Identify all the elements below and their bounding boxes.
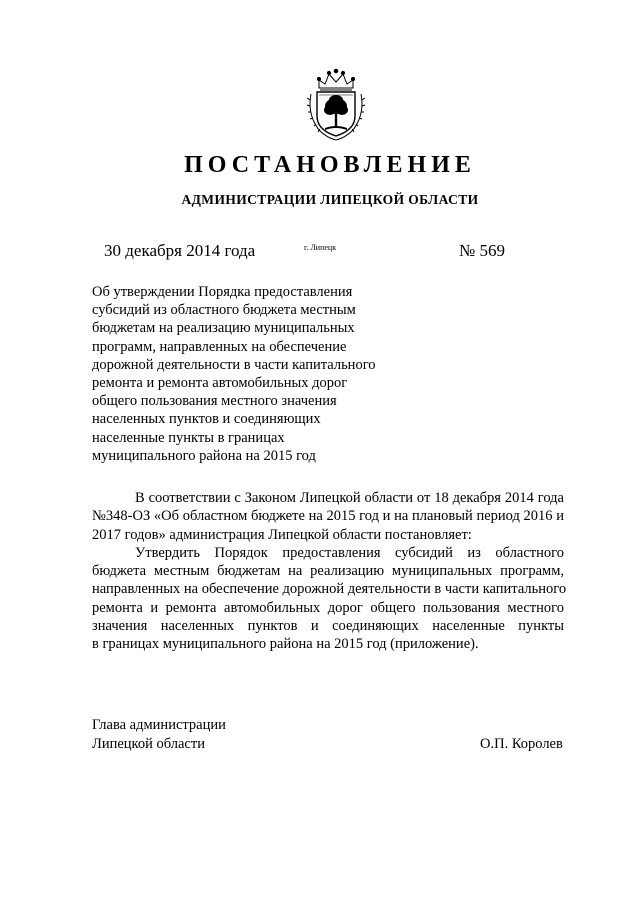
subject-line: ремонта и ремонта автомобильных дорог [92, 375, 348, 392]
body-line: значения населенных пунктов и соединяющих населенные пункты [92, 618, 564, 635]
subject-line: программ, направленных на обеспечение [92, 338, 347, 355]
document-city: г. Липецк [304, 243, 337, 252]
subject-line: населенных пунктов и соединяющих [92, 411, 321, 428]
body-line: бюджета местным бюджетам на реализацию муниципальных программ, [92, 563, 564, 580]
signatory-name: О.П. Королев [480, 736, 563, 752]
document-body [92, 489, 567, 654]
body-line: В соответствии с Законом Липецкой области от 18 декабря 2014 года [135, 490, 564, 506]
body-line: №348-ОЗ «Об областном бюджете на 2015 год и на плановый период 2016 и [92, 508, 564, 525]
body-line: направленных на обеспечение дорожной деятельности в части капитального [92, 581, 567, 598]
coat-of-arms-icon [305, 68, 367, 142]
subject-line: бюджетам на реализацию муниципальных [92, 320, 355, 337]
signatory-position-line: Глава администрации [92, 717, 226, 733]
body-line: в границах муниципального района на 2015 год (приложение). [92, 636, 479, 653]
body-line: ремонта и ремонта автомобильных дорог общего пользования местного [92, 599, 564, 616]
subject-line: субсидий из областного бюджета местным [92, 302, 356, 319]
document-subtitle: АДМИНИСТРАЦИИ ЛИПЕЦКОЙ ОБЛАСТИ [181, 192, 479, 207]
signatory-position-line: Липецкой области [92, 735, 205, 752]
document-number: № 569 [459, 241, 505, 260]
document-subject [92, 283, 392, 465]
document-title: ПОСТАНОВЛЕНИЕ [184, 152, 476, 178]
subject-line: населенные пункты в границах [92, 429, 285, 446]
body-line: Утвердить Порядок предоставления субсидий из областного [135, 544, 564, 561]
body-line: 2017 годов» администрация Липецкой области постановляет: [92, 526, 472, 543]
subject-line: общего пользования местного значения [92, 393, 337, 410]
subject-line: дорожной деятельности в части капитального [92, 356, 376, 373]
subject-line: муниципального района на 2015 год [92, 447, 316, 464]
subject-line: Об утверждении Порядка предоставления [92, 284, 353, 300]
signatory-position [92, 716, 226, 753]
document-date: 30 декабря 2014 года [104, 241, 256, 260]
